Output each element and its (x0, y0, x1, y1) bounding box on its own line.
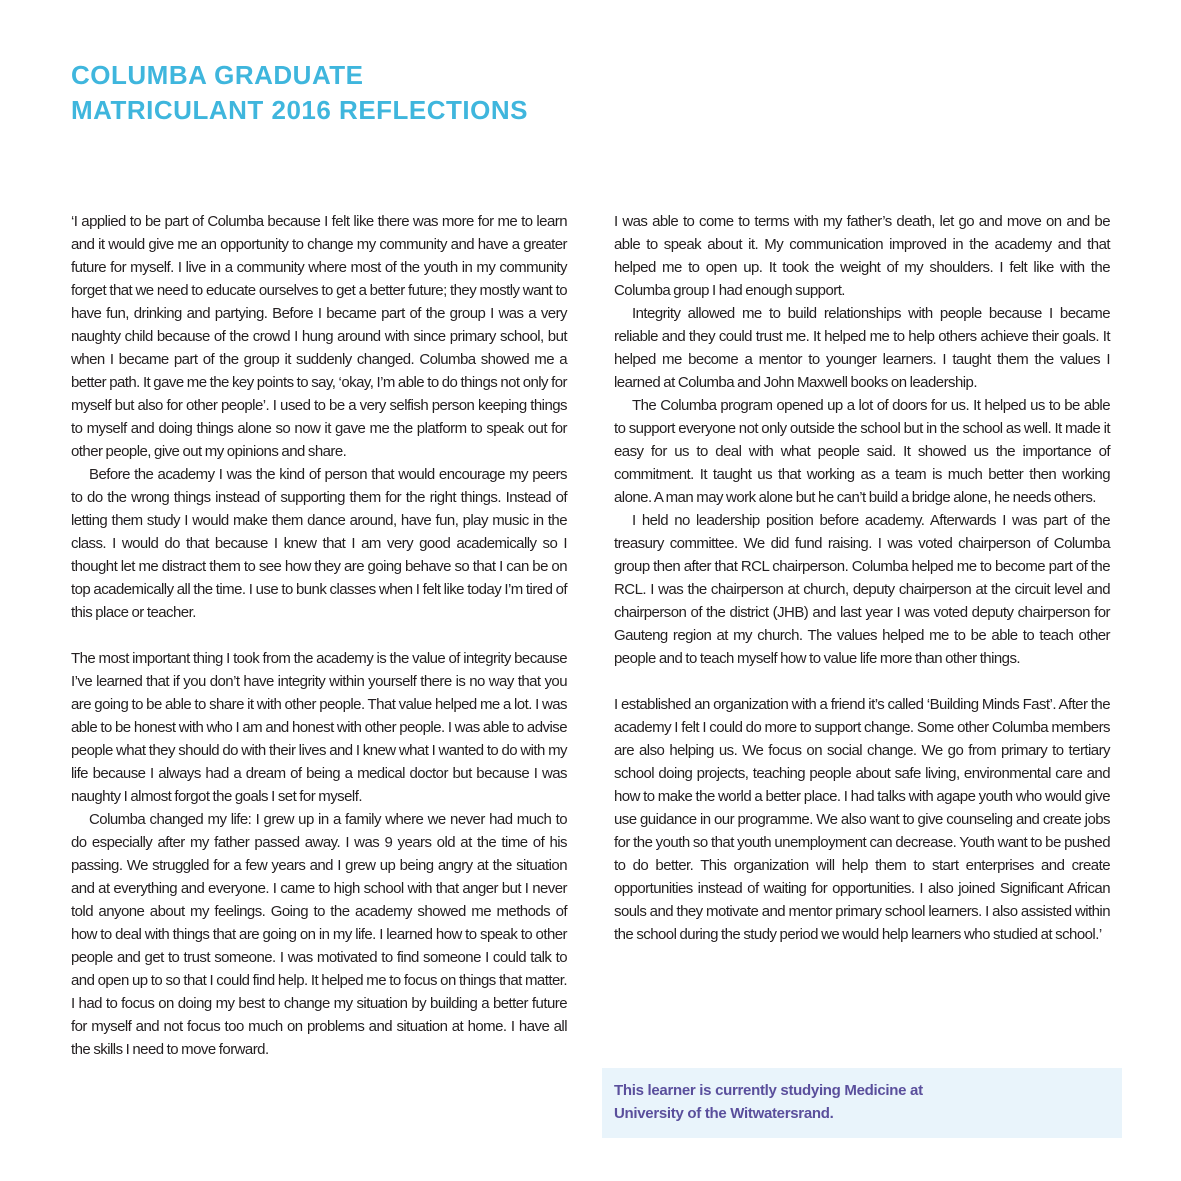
page-title (71, 58, 528, 128)
note-line-2: University of the Witwatersrand. (614, 1105, 834, 1122)
paragraph: I held no leadership position before academy. Afterwards I was part of the treasury committee. We did fund raising. I was voted chairperson of Columba group then after that RCL chairperson. Columba helped me to become part of the RCL. I was the chairperson at church, deputy chairperson at the circuit level and chairperson of the district (JHB) and last year I was voted deputy chairperson for Gauteng region at my church. The values helped me to be able to teach other people and to teach myself how to value life more than other things. (614, 512, 1110, 667)
paragraph: The Columba program opened up a lot of doors for us. It helped us to be able to support everyone not only outside the school but in the school as well. It made it easy for us to deal with what people said. It showed us the importance of commitment. It taught us that working as a team is much better then working alone. A man may work alone but he can’t build a bridge alone, he needs others. (614, 397, 1110, 506)
paragraph: Before the academy I was the kind of person that would encourage my peers to do the wrong things instead of supporting them for the right things. Instead of letting them study I would make them dance around, have fun, play music in the class. I would do that because I knew that I am very good academically so I thought let me distract them to see how they are going behave so that I can be on top academically all the time. I use to bunk classes when I felt like today I’m tired of this place or teacher. (71, 466, 567, 621)
paragraph: ‘I applied to be part of Columba because I felt like there was more for me to learn and it would give me an opportunity to change my community and have a greater future for myself. I live in a community where most of the youth in my community forget that we need to educate ourselves to get a better future; they mostly want to have fun, drinking and partying. Before I became part of the group I was a very naughty child because of the crowd I hung around with since primary school, but when I became part of the group it suddenly changed. Columba showed me a better path. It gave me the key points to say, ‘okay, I’m able to do things not only for myself but also for other people’. I used to be a very selfish person keeping things to myself and doing things alone so now it gave me the platform to speak out for other people, give out my opinions and share. (71, 213, 567, 460)
note-line-1: This learner is currently studying Medicine at (614, 1082, 923, 1099)
left-text-column (71, 210, 567, 1061)
learner-status-note (602, 1068, 1122, 1138)
paragraph: Integrity allowed me to build relationships with people because I became reliable and they could trust me. It helped me to help others achieve their goals. It helped me become a mentor to younger learners. I taught them the values I learned at Columba and John Maxwell books on leadership. (614, 305, 1110, 391)
paragraph: I established an organization with a friend it’s called ‘Building Minds Fast’. After the academy I felt I could do more to support change. Some other Columba members are also helping us. We focus on social change. We go from primary to tertiary school doing projects, teaching people about safe living, environmental care and how to make the world a better place. I had talks with agape youth who would give use guidance in our programme. We also want to give counseling and create jobs for the youth so that youth unemployment can decrease. Youth want to be pushed to do better. This organization will help them to start enterprises and create opportunities instead of waiting for opportunities. I also joined Significant African souls and they motivate and mentor primary school learners. I also assisted within the school during the study period we would help learners who studied at school.’ (614, 696, 1110, 943)
paragraph: The most important thing I took from the academy is the value of integrity because I’ve learned that if you don’t have integrity within yourself there is no way that you are going to be able to share it with other people. That value helped me a lot. I was able to be honest with who I am and honest with other people. I was able to advise people what they should do with their lives and I knew what I wanted to do with my life because I always had a dream of being a medical doctor but because I was naughty I almost forgot the goals I set for myself. (71, 650, 567, 805)
page-title-line-1: COLUMBA GRADUATE (71, 60, 364, 90)
paragraph: I was able to come to terms with my father’s death, let go and move on and be able to speak about it. My communication improved in the academy and that helped me to open up. It took the weight of my shoulders. I felt like with the Columba group I had enough support. (614, 213, 1110, 299)
page-title-line-2: MATRICULANT 2016 REFLECTIONS (71, 95, 528, 125)
right-text-column (614, 210, 1110, 946)
paragraph: Columba changed my life: I grew up in a family where we never had much to do especially after my father passed away. I was 9 years old at the time of his passing. We struggled for a few years and I grew up being angry at the situation and at everything and everyone. I came to high school with that anger but I never told anyone about my feelings. Going to the academy showed me methods of how to deal with things that are going on in my life. I learned how to speak to other people and get to trust someone. I was motivated to find someone I could talk to and open up to so that I could find help. It helped me to focus on things that matter. I had to focus on doing my best to change my situation by building a better future for myself and not focus too much on problems and situation at home. I have all the skills I need to move forward. (71, 811, 567, 1058)
